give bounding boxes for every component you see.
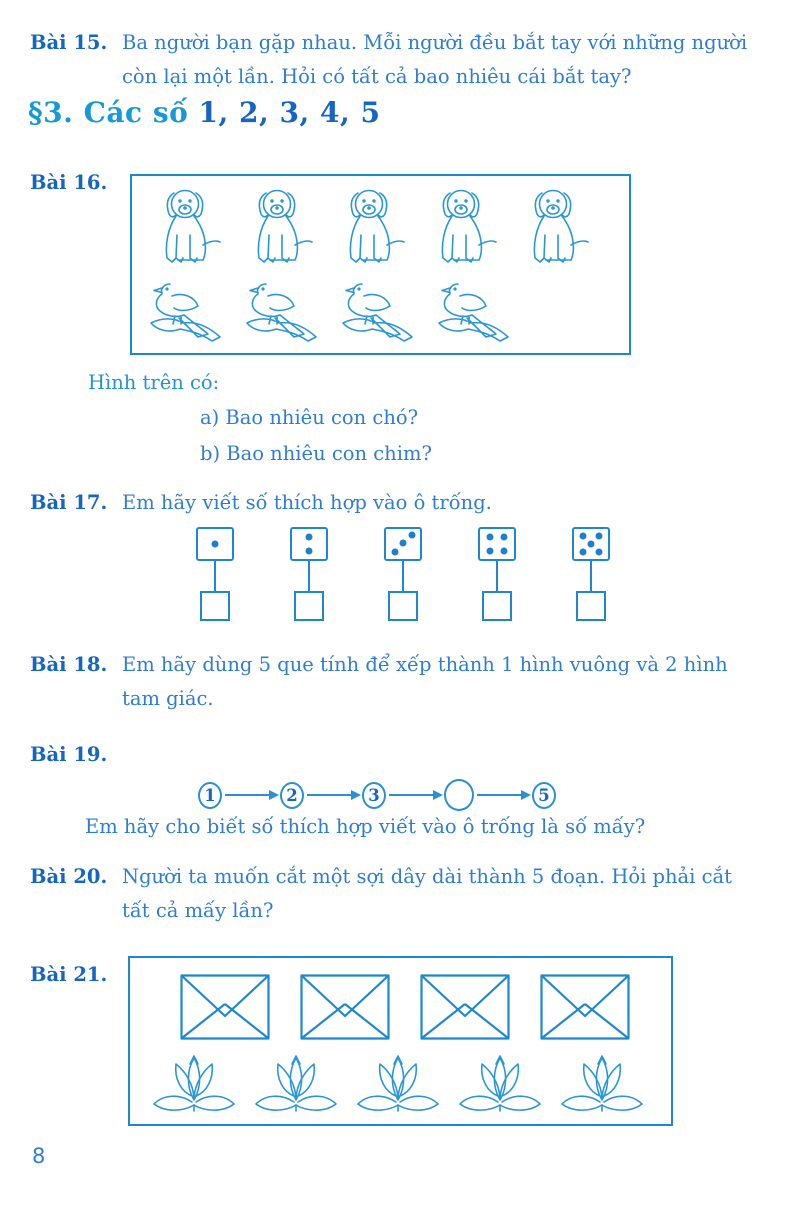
dice-face (384, 527, 422, 561)
connector-line (590, 561, 593, 591)
exercise-16-picture-box (130, 174, 631, 355)
section-heading-numbers: 1, 2, 3, 4, 5 (198, 96, 381, 129)
die-pip (580, 548, 587, 555)
die-pip (306, 533, 313, 540)
exercise-18-text-line1: Em hãy dùng 5 que tính để xếp thành 1 hình vuông và 2 hình (122, 653, 728, 676)
dog-illustration (514, 184, 592, 268)
die-pip (486, 534, 493, 541)
answer-box[interactable] (576, 591, 606, 621)
dice-card-unit (384, 527, 422, 621)
dice-diagram (196, 527, 610, 621)
lotus-flower-illustration (456, 1050, 544, 1118)
exercise-19 (30, 738, 778, 772)
exercise-19-label: Bài 19. (30, 743, 108, 766)
die-pip (580, 533, 587, 540)
sequence-circle: 5 (532, 782, 556, 809)
arrow-right-icon (225, 794, 277, 796)
dog-illustration (422, 184, 500, 268)
exercise-15-text-line1: Ba người bạn gặp nhau. Mỗi người đều bắt tay với những người (122, 31, 748, 54)
sequence-circle: 2 (280, 782, 304, 809)
bird-illustration (242, 275, 324, 347)
exercise-17-label: Bài 17. (30, 491, 108, 514)
exercise-15-label: Bài 15. (30, 31, 108, 54)
exercise-18 (30, 648, 778, 716)
exercise-16-caption: Hình trên có: (88, 371, 220, 394)
connector-line (402, 561, 405, 591)
answer-box[interactable] (200, 591, 230, 621)
dice-face (290, 527, 328, 561)
bird-illustration (338, 275, 420, 347)
die-pip (408, 532, 415, 539)
exercise-18-text-line2: tam giác. (122, 687, 214, 710)
die-pip (306, 547, 313, 554)
dice-face (196, 527, 234, 561)
dogs-row (146, 184, 619, 268)
bird-illustration (434, 275, 516, 347)
exercise-17-text: Em hãy viết số thích hợp vào ô trống. (122, 491, 492, 514)
die-pip (212, 541, 219, 548)
dice-card-unit (572, 527, 610, 621)
arrow-right-icon (389, 794, 441, 796)
exercise-19-question: Em hãy cho biết số thích hợp viết vào ô trống là số mấy? (85, 815, 646, 838)
exercise-15 (30, 26, 778, 94)
page-number: 8 (32, 1144, 46, 1168)
connector-line (496, 561, 499, 591)
dice-face (572, 527, 610, 561)
exercise-20-text-line2: tất cả mấy lần? (122, 899, 274, 922)
dog-illustration (330, 184, 408, 268)
die-pip (486, 547, 493, 554)
section-heading (28, 96, 380, 129)
dice-face (478, 527, 516, 561)
die-pip (595, 533, 602, 540)
dog-illustration (238, 184, 316, 268)
exercise-16-question-b: b) Bao nhiêu con chim? (200, 442, 432, 465)
connector-line (214, 561, 217, 591)
exercise-17 (30, 486, 778, 520)
section-heading-prefix: §3. Các số (28, 96, 199, 129)
die-pip (595, 548, 602, 555)
die-pip (391, 548, 398, 555)
bird-illustration (146, 275, 228, 347)
die-pip (501, 547, 508, 554)
envelope-illustration (180, 974, 270, 1040)
dog-illustration (146, 184, 224, 268)
birds-row (146, 275, 619, 347)
die-pip (400, 539, 407, 546)
exercise-20 (30, 860, 778, 928)
exercise-21-label: Bài 21. (30, 963, 108, 986)
lotus-flower-illustration (354, 1050, 442, 1118)
envelope-illustration (300, 974, 390, 1040)
empty-sequence-circle[interactable] (444, 779, 474, 811)
answer-box[interactable] (294, 591, 324, 621)
answer-box[interactable] (388, 591, 418, 621)
sequence-circle: 3 (362, 782, 386, 809)
exercise-16-question-a: a) Bao nhiêu con chó? (200, 406, 419, 429)
envelope-illustration (420, 974, 510, 1040)
number-sequence-diagram (198, 779, 556, 811)
lotus-flower-illustration (150, 1050, 238, 1118)
exercise-15-text-line2: còn lại một lần. Hỏi có tất cả bao nhiêu cái bắt tay? (122, 65, 632, 88)
lotus-flower-illustration (558, 1050, 646, 1118)
exercise-21-picture-box (128, 956, 673, 1126)
answer-box[interactable] (482, 591, 512, 621)
envelope-illustration (540, 974, 630, 1040)
exercise-16-label: Bài 16. (30, 171, 108, 194)
dice-card-unit (478, 527, 516, 621)
arrow-right-icon (477, 794, 529, 796)
exercise-20-text-line1: Người ta muốn cắt một sợi dây dài thành 5 đoạn. Hỏi phải cắt (122, 865, 732, 888)
arrow-right-icon (307, 794, 359, 796)
flowers-row (150, 1050, 661, 1118)
exercise-20-label: Bài 20. (30, 865, 108, 888)
connector-line (308, 561, 311, 591)
die-pip (501, 534, 508, 541)
die-pip (588, 541, 595, 548)
dice-card-unit (290, 527, 328, 621)
envelopes-row (150, 974, 661, 1040)
lotus-flower-illustration (252, 1050, 340, 1118)
exercise-18-label: Bài 18. (30, 653, 108, 676)
sequence-circle: 1 (198, 782, 222, 809)
dice-card-unit (196, 527, 234, 621)
